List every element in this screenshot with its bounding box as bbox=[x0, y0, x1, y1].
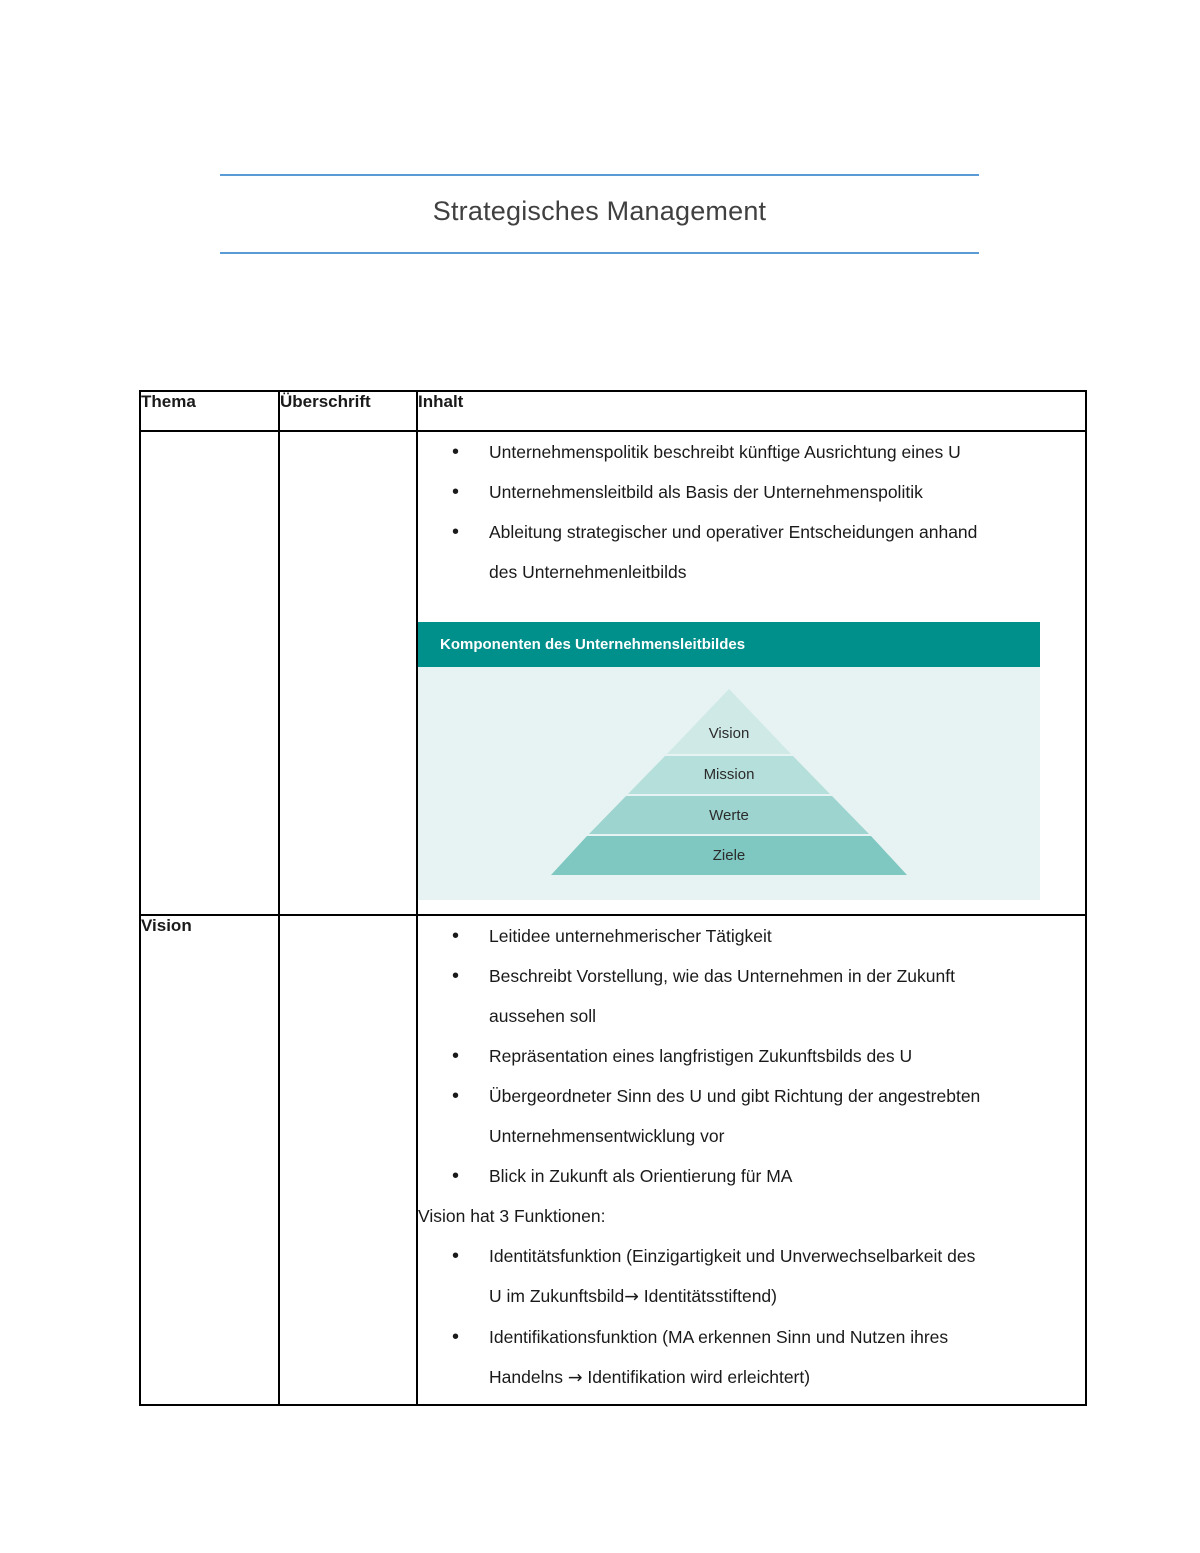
list-item-continuation: des Unternehmenleitbilds bbox=[489, 562, 687, 582]
table-row bbox=[140, 431, 1086, 915]
row1-inhalt bbox=[417, 431, 1086, 915]
pyramid-level-vision bbox=[667, 689, 791, 754]
function-item-identitaet bbox=[418, 1236, 1085, 1276]
list-item-continuation: Unternehmensentwicklung vor bbox=[489, 1126, 725, 1146]
list-item: • Ableitung strategischer und operativer Entscheidungen anhand bbox=[418, 512, 1085, 552]
pyramid-label-werte: Werte bbox=[709, 807, 749, 824]
arrow-right-icon: → bbox=[624, 1287, 639, 1307]
list-item: • Repräsentation eines langfristigen Zukunftsbilds des U bbox=[418, 1036, 1085, 1076]
title-rule-bottom bbox=[220, 252, 979, 254]
row1-bullet-list bbox=[418, 432, 1085, 552]
figure-title: Komponenten des Unternehmensleitbildes bbox=[418, 622, 1040, 667]
function-text: Identifikation wird erleichtert) bbox=[582, 1367, 811, 1387]
row2-bullet-list-3 bbox=[418, 1156, 1085, 1196]
function-text: U im Zukunftsbild bbox=[489, 1286, 625, 1306]
list-item: • Blick in Zukunft als Orientierung für MA bbox=[418, 1156, 1085, 1196]
row1-ueberschrift bbox=[279, 431, 417, 915]
list-item: • Unternehmensleitbild als Basis der Unternehmenspolitik bbox=[418, 472, 1085, 512]
function-text: Handelns bbox=[489, 1367, 568, 1387]
row2-thema: Vision bbox=[140, 915, 279, 1405]
pyramid-label-ziele: Ziele bbox=[712, 847, 746, 864]
row2-inhalt bbox=[417, 915, 1086, 1405]
title-rule-top bbox=[220, 174, 979, 176]
function-line: Identitätsfunktion (Einzigartigkeit und Unverwechselbarkeit des bbox=[489, 1246, 976, 1266]
list-item: • Unternehmenspolitik beschreibt künftige Ausrichtung eines U bbox=[418, 432, 1085, 472]
pyramid-diagram bbox=[418, 667, 1040, 900]
list-item-continuation: aussehen soll bbox=[489, 1006, 597, 1026]
row2-ueberschrift bbox=[279, 915, 417, 1405]
row2-bullet-list-2 bbox=[418, 1036, 1085, 1116]
header-thema: Thema bbox=[140, 391, 279, 431]
table-row bbox=[140, 915, 1086, 1405]
function-line: Identifikationsfunktion (MA erkennen Sinn und Nutzen ihres bbox=[489, 1327, 949, 1347]
header-inhalt: Inhalt bbox=[417, 391, 1086, 431]
header-ueberschrift: Überschrift bbox=[279, 391, 417, 431]
row2-bullet-list bbox=[418, 916, 1085, 996]
pyramid-label-mission: Mission bbox=[703, 766, 755, 783]
document-title: Strategisches Management bbox=[432, 196, 767, 226]
row1-thema bbox=[140, 431, 279, 915]
functions-list bbox=[418, 1236, 1085, 1276]
function-continuation bbox=[418, 1276, 1085, 1317]
leitbild-figure bbox=[418, 622, 1040, 900]
table-header-row bbox=[140, 391, 1086, 431]
functions-list-2 bbox=[418, 1317, 1085, 1357]
list-item: • Leitidee unternehmerischer Tätigkeit bbox=[418, 916, 1085, 956]
pyramid-label-vision: Vision bbox=[708, 725, 750, 742]
function-item-identifikation bbox=[418, 1317, 1085, 1357]
arrow-right-icon: → bbox=[567, 1368, 583, 1388]
function-text: Identitätsstiftend) bbox=[638, 1286, 777, 1306]
list-item: • Übergeordneter Sinn des U und gibt Richtung der angestrebten bbox=[418, 1076, 1085, 1116]
function-continuation bbox=[418, 1357, 1085, 1398]
content-table bbox=[139, 390, 1087, 1406]
functions-intro: Vision hat 3 Funktionen: bbox=[418, 1206, 606, 1226]
list-item: • Beschreibt Vorstellung, wie das Unternehmen in der Zukunft bbox=[418, 956, 1085, 996]
